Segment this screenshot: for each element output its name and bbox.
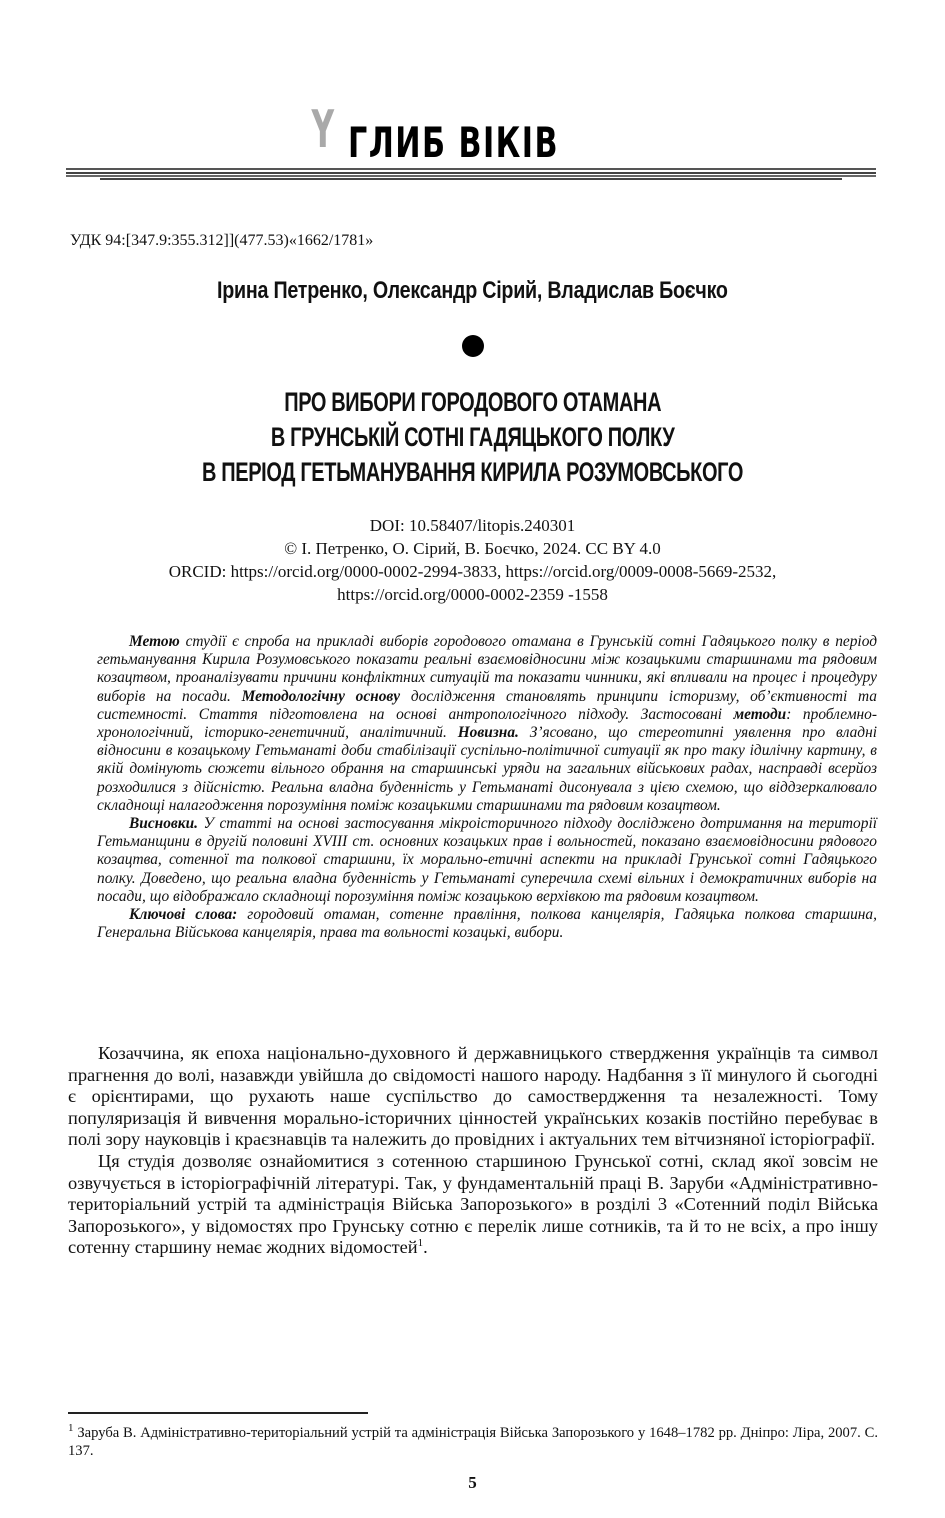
copyright-license: © І. Петренко, О. Сірий, В. Боєчко, 2024. CC BY 4.0: [284, 539, 661, 558]
article-meta: [0, 514, 945, 606]
body-paragraph-text: Ця студія дозволяє ознайомитися з сотенною старшиною Грунської сотні, склад якої зовсім не озвучується в історіографічній літературі. Так, у фундаментальній праці В. Заруби «Адміністративно-територіальний устрій та адміністрація Війська Запорозького» в розділі 3 «Сотенний поділ Війська Запорозького», у відомостях про Грунську сотню є перелік лише сотників, та й то не всіх, а про іншу сотенну старшину немає жодних відомостей: [68, 1150, 878, 1258]
orcid-links[interactable]: ORCID: https://orcid.org/0000-0002-2994-3833, https://orcid.org/0009-0008-5669-2532,: [168, 562, 777, 581]
abstract: [97, 633, 877, 942]
label-novelty: Новизна.: [457, 724, 519, 742]
footnote-reference[interactable]: 1: [417, 1237, 424, 1250]
article-body: [68, 1043, 878, 1259]
article-title-line: В ГРУНСЬКІЙ СОТНІ ГАДЯЦЬКОГО ПОЛКУ: [270, 422, 675, 452]
section-title: [0, 100, 945, 167]
section-title-text: ГЛИБ ВІКІВ: [347, 118, 559, 167]
abstract-text: студії є спроба на прикладі виборів городового отамана в Грунській сотні Гадяцького полку в період гетьманування Кирила Розумовського показати реальні взаємовідносини між козацькими старшинами та рядовим козацтвом, проаналізувати причини конфліктних ситуацій та показати чинники, які впливали на процес і процедуру виборів на посади.: [97, 633, 877, 705]
footnote-marker: 1: [68, 1422, 74, 1435]
decorative-drop-letter: Y: [311, 100, 335, 160]
footnote: [68, 1424, 878, 1460]
keywords-text: городовий отаман, сотенне правління, полкова канцелярія, Гадяцька полкова старшина, Генеральна Військова канцелярія, права та вольності козацькі, вибори.: [97, 906, 877, 942]
journal-section-header: [0, 100, 945, 170]
label-method-basis: Методологічну основу: [241, 687, 401, 705]
abstract-purpose-paragraph: [97, 633, 877, 815]
bullet-separator-icon: [462, 335, 484, 357]
abstract-conclusions-paragraph: [97, 815, 877, 906]
doi[interactable]: DOI: 10.58407/litopis.240301: [369, 516, 576, 535]
article-title-line: ПРО ВИБОРИ ГОРОДОВОГО ОТАМАНА: [284, 387, 661, 417]
label-methods: методи: [733, 705, 787, 723]
abstract-text: У статті на основі застосування мікроісторичного підходу досліджено дотримання на території Гетьманщини в другій половині XVIII ст. основних козацьких прав і вольностей, показано взаємовідносини рядового козацтва, сотенної та полкової старшини, їх морально-етичні аспекти на прикладі Грунської сотні Гадяцького полку. Доведено, що реальна владна буденність у Гетьманаті суперечила схемі вільних і демократичних виборів на посади, що відображало складнощі порозуміння поміж козацькою верхівкою та рядовим козацтвом.: [97, 815, 877, 905]
body-paragraph: [68, 1151, 878, 1259]
footnote-text: Заруба В. Адміністративно-територіальний устрій та адміністрація Війська Запорозького у 1648–1782 рр. Дніпро: Ліра, 2007. С. 137.: [68, 1425, 878, 1459]
body-paragraph-end: .: [423, 1237, 428, 1258]
authors-text: Ірина Петренко, Олександр Сірий, Владислав Боєчко: [217, 277, 728, 304]
header-rule-4: [100, 178, 842, 180]
abstract-text: : проблемно-хронологічний, історико-генетичний, аналітичний.: [97, 705, 877, 742]
header-rule-2: [66, 172, 876, 174]
header-rule-3: [66, 175, 876, 177]
abstract-keywords-paragraph: [97, 906, 877, 942]
article-title-line: В ПЕРІОД ГЕТЬМАНУВАННЯ КИРИЛА РОЗУМОВСЬКОГО: [201, 457, 743, 487]
abstract-text: дослідження становлять принципи історизму, об’єктивності та системності. Стаття підготовлена на основі антропологічного підходу. Застосовані: [97, 687, 877, 723]
orcid-links-continued[interactable]: https://orcid.org/0000-0002-2359 -1558: [337, 585, 608, 604]
article-title: [0, 385, 945, 490]
header-rule-1: [66, 168, 876, 170]
label-purpose: Метою: [129, 633, 180, 650]
footnote-separator: [68, 1412, 368, 1414]
abstract-text: З’ясовано, що стереотипні уявлення про владні відносини в козацькому Гетьманаті доби стабілізації суспільно-політичної ситуації як про таку ідилічну картину, в якій домінують сюжети вільного обрання на старшинські уряди на загальних військових радах, насправді всерйоз розходилися з дійсністю. Реальна владна буденність у Гетьманаті дисонувала з цією схемою, що віддзеркалювало складнощі налагодження порозуміння поміж козацькими старшинами та рядовим козацтвом.: [97, 724, 877, 814]
udk-code: УДК 94:[347.9:355.312]](477.53)«1662/1781»: [70, 232, 374, 249]
body-paragraph: Козаччина, як епоха національно-духовного й державницького ствердження українців та символ прагнення до волі, назавжди увійшла до свідомості нашого народу. Надбання з її минулого й сьогодні є орієнтирами, що рухають наше суспільство до самоствердження та незалежності. Тому популяризація й вивчення морально-історичних цінностей українських козаків постійно перебуває в полі зору науковців і краєзнавців та належить до провідних і актуальних тем вітчизняної історіографії.: [68, 1043, 878, 1150]
page-number: 5: [468, 1473, 477, 1492]
label-keywords: Ключові слова:: [129, 906, 238, 924]
authors: [0, 277, 945, 305]
label-conclusions: Висновки.: [129, 815, 198, 833]
